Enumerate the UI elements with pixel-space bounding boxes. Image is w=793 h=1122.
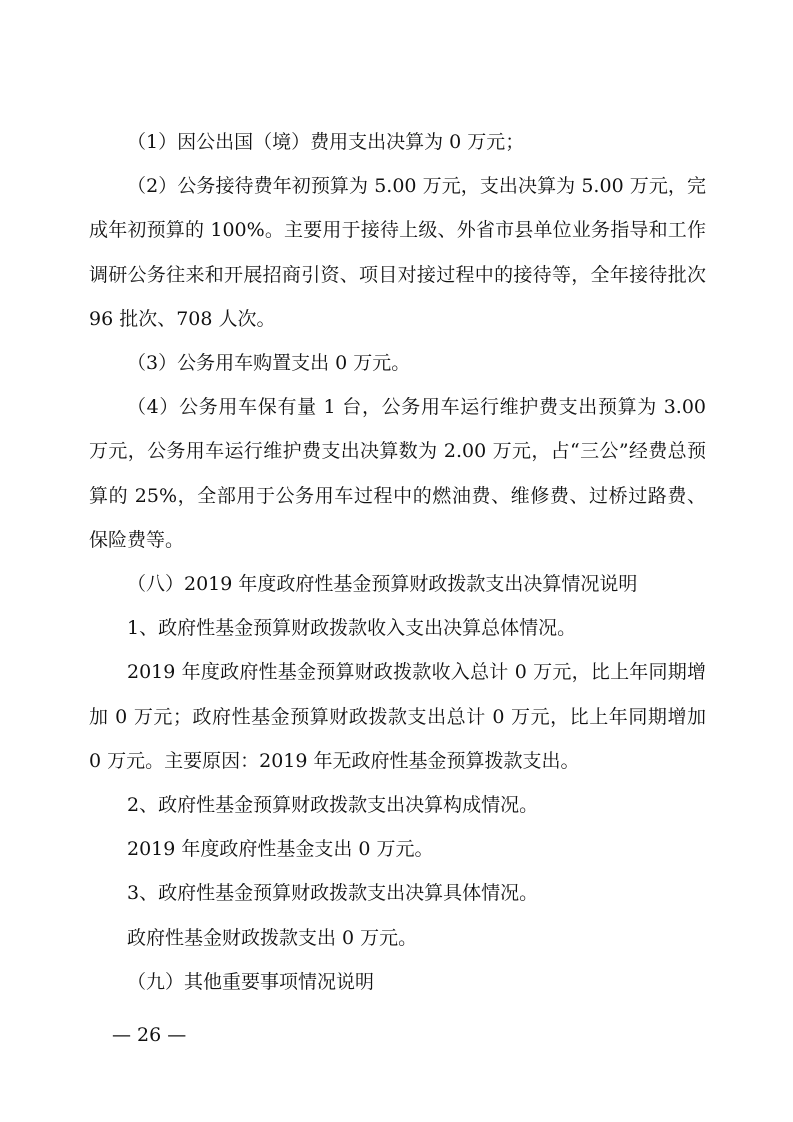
section-heading-other-matters: （九）其他重要事项情况说明 <box>127 970 375 993</box>
page-body <box>89 120 706 1004</box>
paragraph-fund-overall: 2019 年度政府性基金预算财政拨款收入总计 0 万元，比上年同期增加 0 万元；政府性基金预算财政拨款支出总计 0 万元，比上年同期增加 0 万元。主要原因：2019 年无政府性基金预算拨款支出。 <box>89 661 706 772</box>
subheading-fund-details: 3、政府性基金预算财政拨款支出决算具体情况。 <box>127 882 539 905</box>
section-heading-government-fund: （八）2019 年度政府性基金预算财政拨款支出决算情况说明 <box>127 573 638 596</box>
page-number: — 26 — <box>112 1024 187 1046</box>
paragraph-fund-details: 政府性基金财政拨款支出 0 万元。 <box>127 926 418 949</box>
paragraph-vehicle-purchase: （3）公务用车购置支出 0 万元。 <box>127 352 411 375</box>
paragraph-official-reception-expense: （2）公务接待费年初预算为 5.00 万元，支出决算为 5.00 万元，完成年初预算的 100%。主要用于接待上级、外省市县单位业务指导和工作调研公务往来和开展招商引资、项目对接过程中的接待等，全年接待批次 96 批次、708 人次。 <box>89 175 706 330</box>
paragraph-foreign-travel-expense: （1）因公出国（境）费用支出决算为 0 万元； <box>127 131 525 153</box>
paragraph-fund-composition: 2019 年度政府性基金支出 0 万元。 <box>127 838 434 861</box>
paragraph-vehicle-maintenance: （4）公务用车保有量 1 台，公务用车运行维护费支出预算为 3.00 万元，公务用车运行维护费支出决算数为 2.00 万元，占“三公”经费总预算的 25%，全部用于公务用车过程中的燃油费、维修费、过桥过路费、保险费等。 <box>89 396 706 551</box>
subheading-fund-overall: 1、政府性基金预算财政拨款收入支出决算总体情况。 <box>127 617 577 640</box>
subheading-fund-composition: 2、政府性基金预算财政拨款支出决算构成情况。 <box>127 794 539 817</box>
